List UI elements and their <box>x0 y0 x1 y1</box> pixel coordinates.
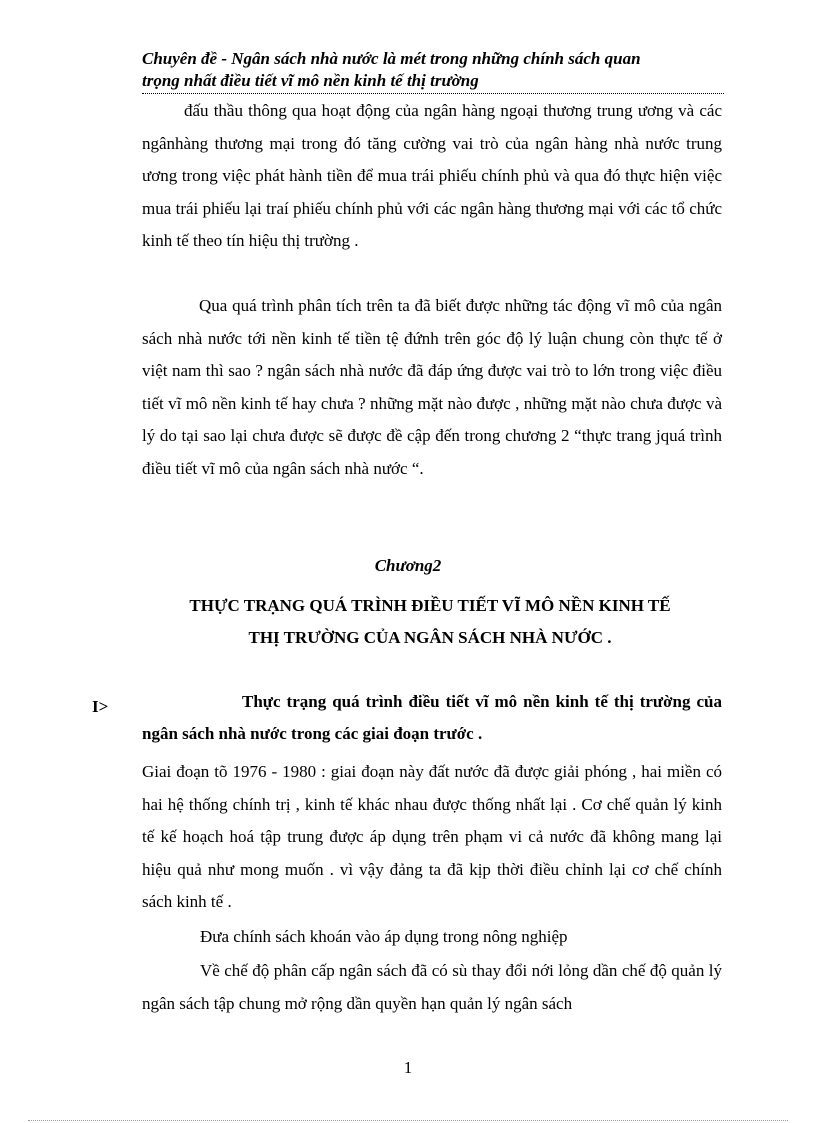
paragraph-5: Về chế độ phân cấp ngân sách đã có sù thay đổi nới lỏng dần chế độ quản lý ngân sách tập chung mở rộng dần quyền hạn quản lý ngân sách <box>142 961 722 1013</box>
page-number: 1 <box>403 1058 413 1077</box>
header-line-2: trọng nhất điều tiết vĩ mô nền kinh tế thị trường <box>142 71 479 90</box>
section-number: I> <box>92 697 109 716</box>
paragraph-4: Đưa chính sách khoán vào áp dụng trong nông nghiệp <box>200 927 568 946</box>
header-line-1: Chuyên đề - Ngân sách nhà nước là mét trong những chính sách quan <box>142 49 641 68</box>
paragraph-3: Giai đoạn tõ 1976 - 1980 : giai đoạn này đất nước đã được giải phóng , hai miền có hai hệ thống chính trị , kinh tế khác nhau được thống nhất lại . Cơ chế quản lý kinh tế kế hoạch hoá tập trung được áp dụng trên phạm vi cả nước đã không mang lại hiệu quả như mong muốn . vì vậy đảng ta đã kịp thời điều chỉnh lại cơ chế chính sách kinh tế . <box>142 762 722 911</box>
footer-divider <box>28 1120 788 1121</box>
running-header <box>142 48 724 94</box>
paragraph-1: đấu thầu thông qua hoạt động của ngân hàng ngoại thương trung ương và các ngânhàng thương mại trong đó tăng cường vai trò của ngân hàng nhà nước trung ương trong việc phát hành tiền để mua trái phiếu chính phủ và qua đó thực hiện việc mua trái phiếu lại traí phiếu chính phủ với các ngân hàng thương mại với các tổ chức kinh tế theo tín hiệu thị trường . <box>142 101 722 250</box>
paragraph-2: Qua quá trình phân tích trên ta đã biết được những tác động vĩ mô của ngân sách nhà nước tới nền kinh tế tiền tệ đứnh trên góc độ lý luận chung còn thực tế ở việt nam thì sao ? ngân sách nhà nước đã đáp ứng được vai trò to lớn trong việc điều tiết vĩ mô nền kinh tế hay chưa ? những mặt nào được , những mặt nào chưa được và lý do tại sao lại chưa được sẽ được đề cập đến trong chương 2 “thực trang jquá trình điều tiết vĩ mô của ngân sách nhà nước “. <box>142 296 722 478</box>
chapter-heading-line-2: THỊ TRƯỜNG CỦA NGÂN SÁCH NHÀ NƯỚC . <box>248 628 612 647</box>
chapter-heading-line-1: THỰC TRẠNG QUÁ TRÌNH ĐIỀU TIẾT VĨ MÔ NỀN KINH TẾ <box>189 596 671 615</box>
chapter-title: Chương2 <box>374 556 442 575</box>
chapter-heading <box>120 590 740 654</box>
section-title: Thực trạng quá trình điều tiết vĩ mô nền kinh tế thị trường của ngân sách nhà nước trong các giai đoạn trước . <box>142 692 722 743</box>
